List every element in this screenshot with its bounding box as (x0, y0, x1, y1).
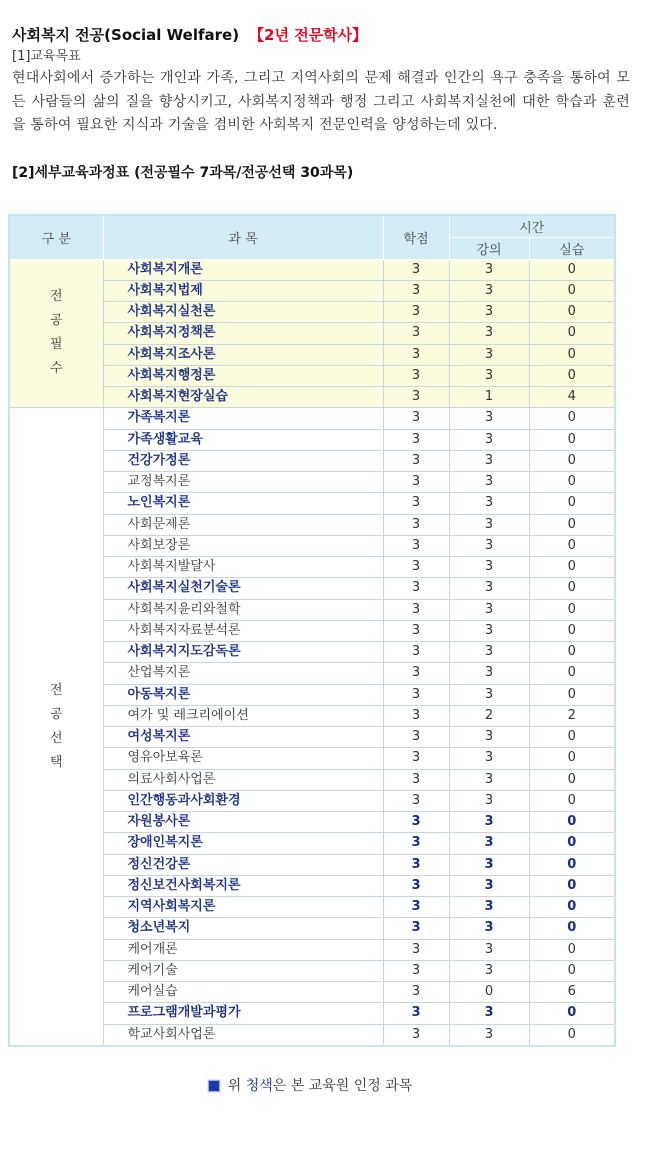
lecture-hours-cell: 3 (449, 939, 529, 960)
subject-name: 영유아보육론 (103, 748, 383, 769)
subject-name: 프로그램개발과평가 (103, 1003, 383, 1024)
curriculum-table (8, 214, 616, 1047)
degree-badge: 【2년 전문학사】 (249, 26, 368, 44)
credits-cell: 3 (383, 748, 449, 769)
subject-name: 사회복지발달사 (103, 557, 383, 578)
lecture-hours-cell: 3 (449, 535, 529, 556)
header-category: 구 분 (9, 215, 103, 259)
subject-name: 사회복지현장실습 (103, 387, 383, 408)
lecture-hours-cell: 3 (449, 790, 529, 811)
practice-hours-cell: 0 (529, 578, 615, 599)
lecture-hours-cell: 3 (449, 514, 529, 535)
subject-name: 사회복지윤리와철학 (103, 599, 383, 620)
practice-hours-cell: 0 (529, 514, 615, 535)
subject-name: 사회복지지도감독론 (103, 642, 383, 663)
header-hours: 시간 (449, 215, 615, 237)
lecture-hours-cell: 3 (449, 812, 529, 833)
credits-cell: 3 (383, 1003, 449, 1024)
practice-hours-cell: 0 (529, 535, 615, 556)
lecture-hours-cell: 0 (449, 982, 529, 1003)
credits-cell: 3 (383, 578, 449, 599)
practice-hours-cell: 0 (529, 493, 615, 514)
practice-hours-cell: 0 (529, 918, 615, 939)
credits-cell: 3 (383, 854, 449, 875)
curriculum-table-wrap (8, 214, 614, 1047)
credits-cell: 3 (383, 939, 449, 960)
subject-name: 의료사회사업론 (103, 769, 383, 790)
credits-cell: 3 (383, 365, 449, 386)
practice-hours-cell: 0 (529, 812, 615, 833)
practice-hours-cell: 0 (529, 450, 615, 471)
category-elective (9, 408, 103, 1046)
credits-cell: 3 (383, 897, 449, 918)
subject-name: 사회복지정책론 (103, 323, 383, 344)
subject-name: 사회문제론 (103, 514, 383, 535)
header-lecture: 강의 (449, 237, 529, 259)
lecture-hours-cell: 3 (449, 450, 529, 471)
lecture-hours-cell: 3 (449, 557, 529, 578)
lecture-hours-cell: 3 (449, 642, 529, 663)
lecture-hours-cell: 3 (449, 259, 529, 280)
note-blue: 청색 (245, 1078, 273, 1094)
practice-hours-cell: 0 (529, 727, 615, 748)
practice-hours-cell: 0 (529, 302, 615, 323)
subject-name: 사회복지법제 (103, 280, 383, 301)
credits-cell: 3 (383, 557, 449, 578)
lecture-hours-cell: 3 (449, 323, 529, 344)
subject-name: 정신건강론 (103, 854, 383, 875)
practice-hours-cell: 0 (529, 960, 615, 981)
lecture-hours-cell: 3 (449, 960, 529, 981)
lecture-hours-cell: 3 (449, 344, 529, 365)
subject-name: 아동복지론 (103, 684, 383, 705)
practice-hours-cell: 0 (529, 748, 615, 769)
subject-name: 사회복지자료분석론 (103, 620, 383, 641)
header-credits: 학점 (383, 215, 449, 259)
credits-cell: 3 (383, 684, 449, 705)
credits-cell: 3 (383, 918, 449, 939)
practice-hours-cell: 0 (529, 1003, 615, 1024)
subject-name: 학교사회사업론 (103, 1024, 383, 1046)
page-title (12, 24, 632, 46)
practice-hours-cell: 0 (529, 833, 615, 854)
credits-cell: 3 (383, 620, 449, 641)
title-main: 사회복지 전공(Social Welfare) (12, 26, 240, 44)
subject-name: 케어기술 (103, 960, 383, 981)
subject-name: 여가 및 레크리에이션 (103, 705, 383, 726)
subject-name: 가족복지론 (103, 408, 383, 429)
practice-hours-cell: 0 (529, 259, 615, 280)
category-char: 공 (49, 313, 63, 329)
credits-cell: 3 (383, 960, 449, 981)
lecture-hours-cell: 3 (449, 408, 529, 429)
lecture-hours-cell: 3 (449, 748, 529, 769)
subject-name: 인간행동과사회환경 (103, 790, 383, 811)
practice-hours-cell: 0 (529, 323, 615, 344)
category-char: 택 (49, 754, 63, 770)
category-char: 수 (49, 361, 63, 377)
subject-name: 정신보건사회복지론 (103, 875, 383, 896)
credits-cell: 3 (383, 344, 449, 365)
lecture-hours-cell: 3 (449, 897, 529, 918)
credits-cell: 3 (383, 875, 449, 896)
category-char: 공 (49, 706, 63, 722)
credits-cell: 3 (383, 982, 449, 1003)
credits-cell: 3 (383, 812, 449, 833)
subject-name: 사회복지실천기술론 (103, 578, 383, 599)
credits-cell: 3 (383, 493, 449, 514)
lecture-hours-cell: 3 (449, 918, 529, 939)
practice-hours-cell: 0 (529, 620, 615, 641)
category-required (9, 259, 103, 408)
subject-name: 산업복지론 (103, 663, 383, 684)
credits-cell: 3 (383, 535, 449, 556)
subject-name: 여성복지론 (103, 727, 383, 748)
subject-name: 사회보장론 (103, 535, 383, 556)
category-char: 선 (49, 730, 63, 746)
subject-name: 장애인복지론 (103, 833, 383, 854)
footnote (0, 1075, 620, 1095)
lecture-hours-cell: 3 (449, 280, 529, 301)
lecture-hours-cell: 3 (449, 769, 529, 790)
credits-cell: 3 (383, 1024, 449, 1046)
credits-cell: 3 (383, 727, 449, 748)
note-post: 은 본 교육원 인정 과목 (272, 1078, 413, 1094)
lecture-hours-cell: 3 (449, 429, 529, 450)
credits-cell: 3 (383, 769, 449, 790)
lecture-hours-cell: 3 (449, 684, 529, 705)
credits-cell: 3 (383, 705, 449, 726)
subject-name: 노인복지론 (103, 493, 383, 514)
practice-hours-cell: 0 (529, 599, 615, 620)
subject-name: 청소년복지 (103, 918, 383, 939)
practice-hours-cell: 0 (529, 684, 615, 705)
lecture-hours-cell: 3 (449, 493, 529, 514)
blue-square-icon (208, 1080, 220, 1092)
practice-hours-cell: 0 (529, 280, 615, 301)
subject-name: 건강가정론 (103, 450, 383, 471)
lecture-hours-cell: 3 (449, 727, 529, 748)
practice-hours-cell: 2 (529, 705, 615, 726)
lecture-hours-cell: 3 (449, 1003, 529, 1024)
credits-cell: 3 (383, 514, 449, 535)
lecture-hours-cell: 1 (449, 387, 529, 408)
practice-hours-cell: 0 (529, 408, 615, 429)
credits-cell: 3 (383, 280, 449, 301)
goal-heading: [1]교육목표 (12, 49, 81, 64)
category-char: 전 (49, 682, 63, 698)
practice-hours-cell: 0 (529, 365, 615, 386)
subject-name: 교정복지론 (103, 472, 383, 493)
page (12, 24, 632, 184)
goal-text: 현대사회에서 증가하는 개인과 가족, 그리고 지역사회의 문제 해결과 인간의 욕구 충족을 통하여 모든 사람들의 삶의 질을 향상시키고, 사회복지정책과 행정 그리고 사회복지실천에 대한 학습과 훈련을 통하여 필요한 지식과 기술을 겸비한 사회복지 전문인력을 양성하는데 있다. (12, 70, 630, 133)
practice-hours-cell: 0 (529, 429, 615, 450)
practice-hours-cell: 6 (529, 982, 615, 1003)
credits-cell: 3 (383, 833, 449, 854)
subject-name: 가족생활교육 (103, 429, 383, 450)
practice-hours-cell: 0 (529, 790, 615, 811)
practice-hours-cell: 0 (529, 557, 615, 578)
table-row (9, 259, 615, 280)
lecture-hours-cell: 3 (449, 578, 529, 599)
credits-cell: 3 (383, 302, 449, 323)
category-char: 전 (49, 289, 63, 305)
credits-cell: 3 (383, 450, 449, 471)
lecture-hours-cell: 3 (449, 302, 529, 323)
subject-name: 사회복지실천론 (103, 302, 383, 323)
subject-name: 케어개론 (103, 939, 383, 960)
subject-name: 지역사회복지론 (103, 897, 383, 918)
header-subject: 과 목 (103, 215, 383, 259)
credits-cell: 3 (383, 259, 449, 280)
credits-cell: 3 (383, 642, 449, 663)
lecture-hours-cell: 3 (449, 599, 529, 620)
practice-hours-cell: 0 (529, 344, 615, 365)
lecture-hours-cell: 2 (449, 705, 529, 726)
table-row (9, 408, 615, 429)
practice-hours-cell: 0 (529, 663, 615, 684)
category-char: 필 (49, 337, 63, 353)
credits-cell: 3 (383, 408, 449, 429)
lecture-hours-cell: 3 (449, 472, 529, 493)
credits-cell: 3 (383, 663, 449, 684)
credits-cell: 3 (383, 599, 449, 620)
credits-cell: 3 (383, 323, 449, 344)
practice-hours-cell: 0 (529, 472, 615, 493)
practice-hours-cell: 0 (529, 1024, 615, 1046)
lecture-hours-cell: 3 (449, 365, 529, 386)
lecture-hours-cell: 3 (449, 1024, 529, 1046)
lecture-hours-cell: 3 (449, 875, 529, 896)
practice-hours-cell: 0 (529, 897, 615, 918)
lecture-hours-cell: 3 (449, 663, 529, 684)
subject-name: 사회복지행정론 (103, 365, 383, 386)
subject-name: 사회복지조사론 (103, 344, 383, 365)
credits-cell: 3 (383, 429, 449, 450)
lecture-hours-cell: 3 (449, 620, 529, 641)
header-practice: 실습 (529, 237, 615, 259)
subject-name: 케어실습 (103, 982, 383, 1003)
practice-hours-cell: 4 (529, 387, 615, 408)
practice-hours-cell: 0 (529, 875, 615, 896)
credits-cell: 3 (383, 387, 449, 408)
practice-hours-cell: 0 (529, 854, 615, 875)
curriculum-body (9, 259, 615, 1046)
curriculum-heading: [2]세부교육과정표 (전공필수 7과목/전공선택 30과목) (12, 164, 354, 181)
note-pre: 위 (227, 1078, 246, 1094)
subject-name: 자원봉사론 (103, 812, 383, 833)
credits-cell: 3 (383, 472, 449, 493)
credits-cell: 3 (383, 790, 449, 811)
practice-hours-cell: 0 (529, 642, 615, 663)
lecture-hours-cell: 3 (449, 854, 529, 875)
subject-name: 사회복지개론 (103, 259, 383, 280)
practice-hours-cell: 0 (529, 769, 615, 790)
lecture-hours-cell: 3 (449, 833, 529, 854)
practice-hours-cell: 0 (529, 939, 615, 960)
